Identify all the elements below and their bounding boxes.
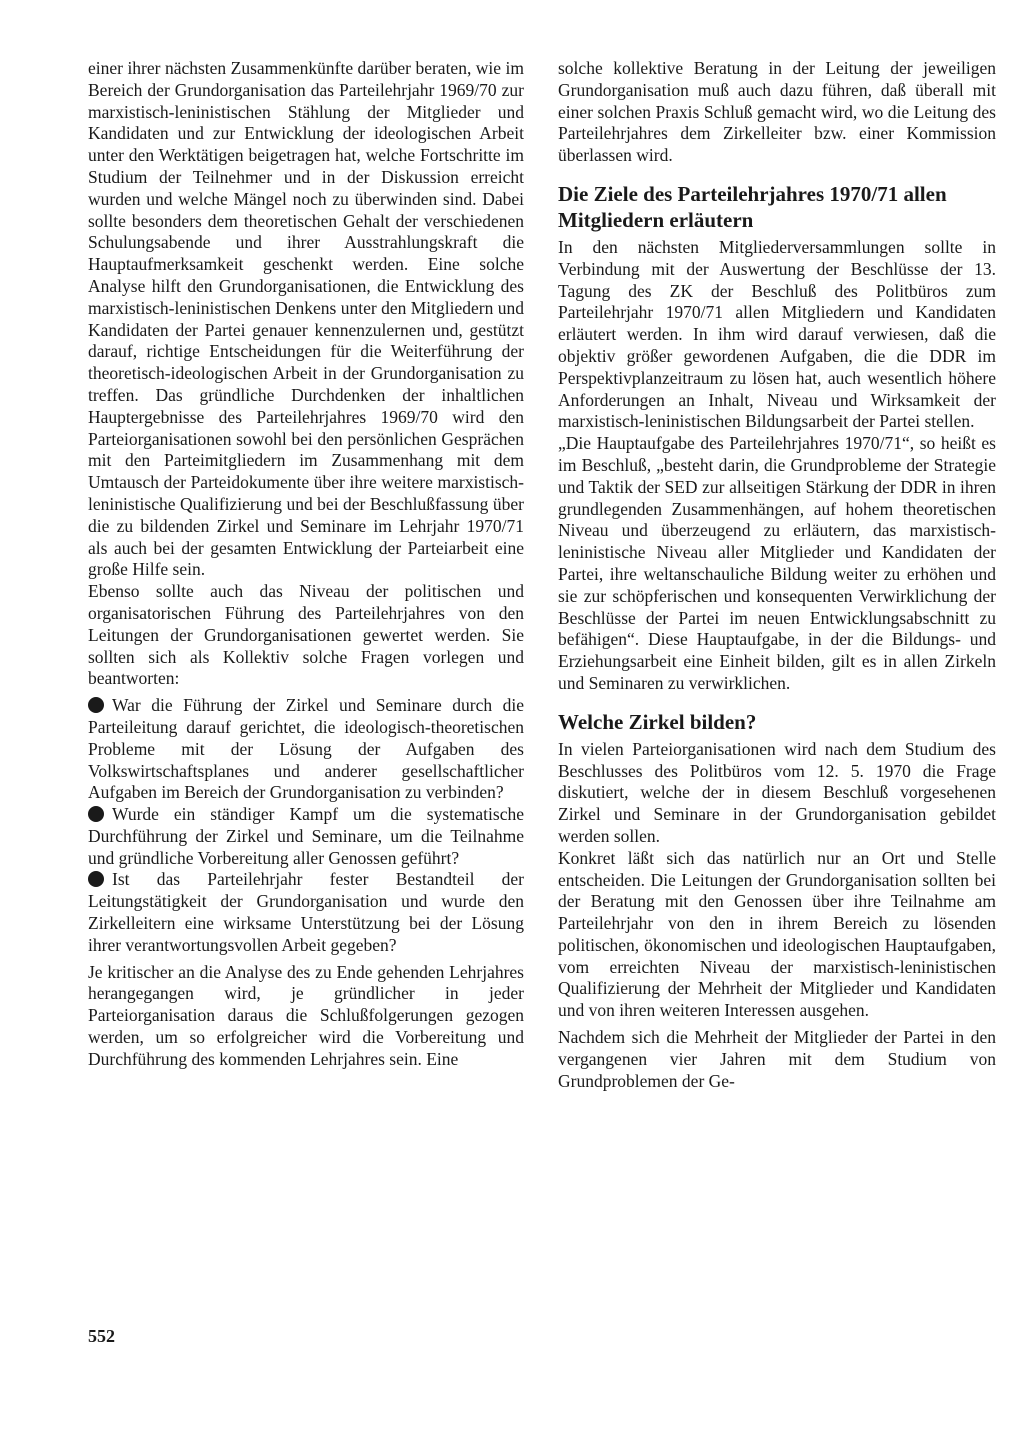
body-paragraph: einer ihrer nächsten Zusammenkünfte darüber beraten, wie im Bereich der Grundorganisation das Parteilehrjahr 1969/70 zur marxistisch-leninistischen Stählung der Mitglieder und Kandidaten und zur Entwicklung der ideologischen Arbeit unter den Werktätigen beigetragen hat, welche Fortschritte im Studium der Teilnehmer und in der Diskussion erreicht wurden und welche Mängel noch zu überwinden sind. Dabei sollte besonders dem theoretischen Gehalt der verschiedenen Schulungsabende und ihrer Ausstrahlungskraft die Hauptaufmerksamkeit geschenkt werden. Eine solche Analyse hilft den Grundorganisationen, die Entwicklung des marxistisch-leninistischen Denkens unter den Mitgliedern und Kandidaten der Partei genauer kennenzulernen und, gestützt darauf, richtige Entscheidungen für die Weiterführung der theoretisch-ideologischen Arbeit in der Grundorganisation zu treffen. Das gründliche Durchdenken der inhaltlichen Hauptergebnisse des Parteilehrjahres 1969/70 wird den Parteiorganisationen sowohl bei den persönlichen Gesprächen mit den Parteimitgliedern im Zusammenhang mit dem Umtausch der Parteidokumente über ihre weitere marxistisch-leninistische Qualifizierung und bei der Beschlußfassung über die zu bildenden Zirkel und Seminare im Lehrjahr 1970/71 als auch bei der gesamten Entwicklung der Parteiarbeit eine große Hilfe sein. [88,58,524,580]
bullet-icon [88,871,104,887]
left-column [88,58,524,1071]
column-divider [540,60,541,1290]
page-number: 552 [88,1326,115,1346]
bullet-item [88,869,524,956]
bullet-icon [88,806,104,822]
right-column [558,58,996,1092]
bullet-icon [88,697,104,713]
body-paragraph: Ebenso sollte auch das Niveau der politischen und organisatorischen Führung des Parteilehrjahres von den Leitungen der Grundorganisationen gewertet werden. Sie sollten sich als Kollektiv solche Fragen vorlegen und beantworten: [88,581,524,689]
body-paragraph: In den nächsten Mitgliederversammlungen sollte in Verbindung mit der Auswertung der Beschlüsse der 13. Tagung des ZK der Beschluß des Politbüros zum Parteilehrjahr 1970/71 allen Mitgliedern und Kandidaten erläutert werden. In ihm wird darauf verwiesen, daß die objektiv größer gewordenen Aufgaben, die die DDR im Perspektivplanzeitraum zu lösen hat, auch wesentlich höhere Anforderungen an Inhalt, Niveau und Wirksamkeit der marxistisch-leninistischen Bildungsarbeit der Partei stellen. [558,236,996,432]
section-heading: Welche Zirkel bilden? [558,709,757,734]
body-paragraph: „Die Hauptaufgabe des Parteilehrjahres 1970/71“, so heißt es im Beschluß, „besteht darin, die Grundprobleme der Strategie und Taktik der SED zur allseitigen Stärkung der DDR in ihren grundlegenden Zusammenhängen, auf hohem theoretischen Niveau und überzeugend zu erläutern, das marxistisch-leninistische Niveau aller Mitglieder und Kandidaten der Partei, ihre weltanschauliche Bildung weiter zu erhöhen und sie zur schöpferischen und konsequenten Verwirklichung der Beschlüsse der Partei im neuen Entwicklungsabschnitt zu befähigen“. Diese Hauptaufgabe, in der die Bildungs- und Erziehungsarbeit eine Einheit bilden, gilt es in allen Zirkeln und Seminaren zu verwirklichen. [558,433,996,693]
bullet-text: War die Führung der Zirkel und Seminare durch die Parteileitung darauf gerichtet, die ideologisch-theoretischen Probleme mit der Lösung der Aufgaben des Volkswirtschaftsplanes und anderer gesellschaftlicher Aufgaben im Bereich der Grundorganisation zu verbinden? [88,695,524,803]
body-paragraph: solche kollektive Beratung in der Leitung der jeweiligen Grundorganisation muß auch dazu führen, daß überall mit einer solchen Praxis Schluß gemacht wird, wo die Leitung des Parteilehrjahres dem Zirkelleiter bzw. einer Kommission überlassen wird. [558,58,996,166]
body-paragraph: Konkret läßt sich das natürlich nur an Ort und Stelle entscheiden. Die Leitungen der Grundorganisation sollten bei der Beratung mit den Genossen über ihre Teilnahme am Parteilehrjahr von den in ihrem Bereich zu lösenden politischen, ökonomischen und ideologischen Hauptaufgaben, vom erreichten Niveau der marxistisch-leninistischen Qualifizierung der Mehrheit der Mitglieder und Kandidaten und von ihren weiteren Interessen ausgehen. [558,847,996,1021]
body-paragraph: In vielen Parteiorganisationen wird nach dem Studium des Beschlusses des Politbüros vom 12. 5. 1970 die Frage diskutiert, welche der in diesem Beschluß vorgesehenen Zirkel und Seminare in der Grundorganisation gebildet werden sollen. [558,738,996,846]
bullet-text: Ist das Parteilehrjahr fester Bestandteil der Leitungstätigkeit der Grundorganisation und wurde den Zirkelleitern eine wirksame Unterstützung bei der Lösung ihrer verantwortungsvollen Arbeit gegeben? [88,869,524,955]
section-heading: Die Ziele des Parteilehrjahres 1970/71 allen Mitgliedern erläutern [558,181,947,232]
body-paragraph: Nachdem sich die Mehrheit der Mitglieder der Partei in den vergangenen vier Jahren mit dem Studium von Grundproblemen der Ge- [558,1027,996,1091]
bullet-text: Wurde ein ständiger Kampf um die systematische Durchführung der Zirkel und Seminare, um die Teilnahme und gründliche Vorbereitung aller Genossen geführt? [88,804,524,868]
bullet-item [88,695,524,804]
bullet-item [88,804,524,869]
body-paragraph: Je kritischer an die Analyse des zu Ende gehenden Lehrjahres herangegangen wird, je gründlicher in jeder Parteiorganisation daraus die Schlußfolgerungen gezogen werden, um so erfolgreicher wird die Vorbereitung und Durchführung des kommenden Lehrjahres sein. Eine [88,961,524,1069]
